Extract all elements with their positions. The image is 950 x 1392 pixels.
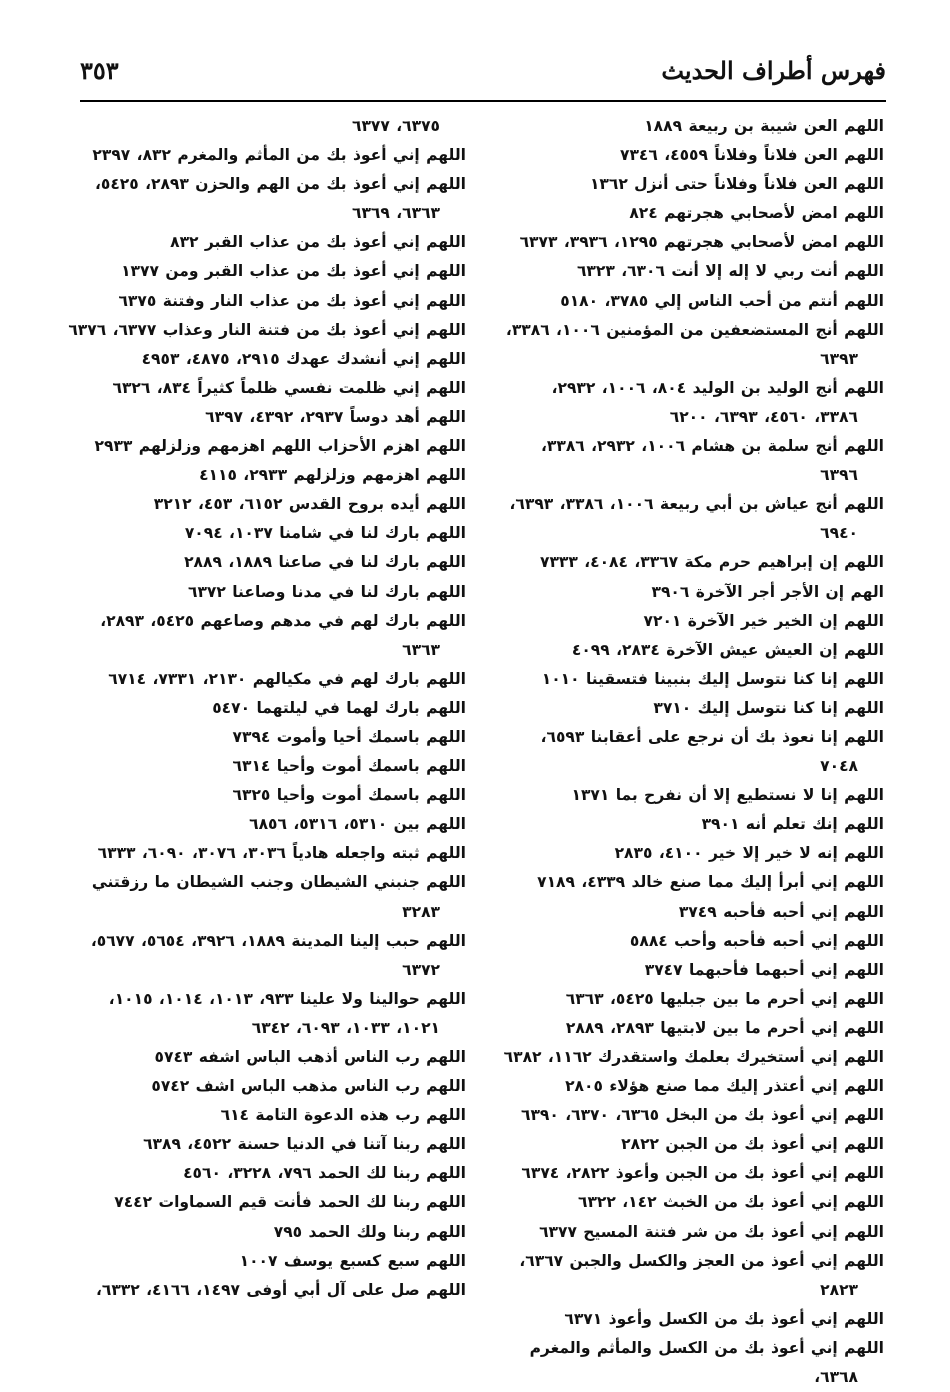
index-entry: اللهم إني أحبه فأحبه وأحب ٥٨٨٤: [629, 931, 884, 950]
index-entry: اللهم ربنا آتنا في الدنيا حسنة ٤٥٢٢، ٦٣٨٩: [143, 1135, 466, 1154]
index-entry: اللهم بارك لهم في مدهم وصاعهم ٥٤٢٥، ٢٨٩٣، ٦٣٦٣: [100, 611, 466, 659]
index-entry: اللهم باسمك أموت وأحيا ٦٣١٤: [232, 757, 466, 776]
index-entry: ٦٣٧٥، ٦٣٧٧: [352, 117, 440, 135]
index-entry: اللهم العن شيبة بن ربيعة ١٨٨٩: [644, 117, 884, 135]
index-entry: اللهم إنا كنا نتوسل إليك بنبينا فتسقينا ١٠١٠: [541, 669, 884, 688]
index-entry: الهم إن الأجر أجر الآخرة ٣٩٠٦: [651, 582, 884, 601]
index-entry: اللهم إن إبراهيم حرم مكة ٣٣٦٧، ٤٠٨٤، ٧٣٣٣: [540, 553, 884, 572]
index-entry: اللهم أنج عياش بن أبي ربيعة ١٠٠٦، ٣٣٨٦، ٦٣٩٣، ٦٩٤٠: [509, 495, 884, 543]
index-entry: اللهم ربنا لك الحمد ٧٩٦، ٣٢٢٨، ٤٥٦٠: [183, 1164, 466, 1183]
index-entry: اللهم بارك لنا في مدنا وصاعنا ٦٣٧٢: [188, 582, 466, 601]
index-entry: اللهم امض لأصحابي هجرتهم ١٢٩٥، ٣٩٣٦، ٦٣٧٣: [519, 233, 884, 252]
index-entry: اللهم إني أعوذ بك من الكسل وأعوذ ٦٣٧١: [564, 1309, 884, 1328]
index-entry: اللهم بارك لنا في شامنا ١٠٣٧، ٧٠٩٤: [184, 524, 466, 543]
index-entry: اللهم اهزم الأحزاب اللهم اهزمهم وزلزلهم ٢٩٣٣: [94, 437, 466, 456]
index-entry: اللهم بارك لهم في مكيالهم ٢١٣٠، ٧٣٣١، ٦٧١٤: [108, 669, 466, 688]
index-entry: اللهم إن الخير خير الآخرة ٧٢٠١: [643, 611, 884, 630]
index-entry: اللهم إني أعتذر إليك مما صنع هؤلاء ٢٨٠٥: [565, 1077, 884, 1096]
index-entry: اللهم رب هذه الدعوة التامة ٦١٤: [220, 1106, 466, 1125]
index-entry: اللهم حوالينا ولا علينا ٩٣٣، ١٠١٣، ١٠١٤، ١٠١٥، ١٠٢١، ١٠٣٣، ٦٠٩٣، ٦٣٤٢: [108, 989, 466, 1037]
index-entry: اللهم إني أعوذ بك من الكسل والمأثم والمغرم ٦٣٦٨،: [529, 1338, 884, 1387]
running-title: فهرس أطراف الحديث: [661, 56, 886, 85]
index-entry: اللهم إني أعوذ بك من الجبن ٢٨٢٢: [621, 1135, 884, 1154]
index-entry: اللهم رب الناس أذهب الباس اشفه ٥٧٤٣: [154, 1048, 466, 1066]
page-header: [80, 56, 886, 96]
index-entry: اللهم باسمك أحيا وأموت ٧٣٩٤: [232, 727, 466, 746]
index-entry: اللهم إن العيش عيش الآخرة ٢٨٣٤، ٤٠٩٩: [571, 640, 884, 659]
index-entry: اللهم إنا نعوذ بك أن نرجع على أعقابنا ٦٥٩٣، ٧٠٤٨: [540, 727, 884, 776]
index-entry: اللهم إنا كنا نتوسل إليك ٣٧١٠: [653, 698, 884, 717]
index-entry: اللهم ربنا ولك الحمد ٧٩٥: [273, 1222, 466, 1241]
index-entry: اللهم إني أعوذ بك من البخل ٦٣٦٥، ٦٣٧٠، ٦٣٩٠: [520, 1106, 884, 1125]
index-entry: اللهم إنك تعلم أنه ٣٩٠١: [701, 815, 884, 834]
index-entry: اللهم سبع كسبع يوسف ١٠٠٧: [239, 1251, 466, 1270]
index-entry: اللهم إني أعوذ من العجز والكسل والجبن ٦٣٦٧، ٢٨٢٣: [519, 1251, 884, 1299]
page-number: ٣٥٣: [80, 56, 119, 85]
index-entry: اللهم إني أعوذ بك من المأثم والمغرم ٨٣٢، ٢٣٩٧: [92, 146, 466, 165]
index-entry: اللهم إني أعوذ بك من الهم والحزن ٢٨٩٣، ٥٤٢٥، ٦٣٦٣، ٦٣٦٩: [94, 175, 466, 223]
index-entry: اللهم إني أحبه فأحبه ٣٧٤٩: [678, 902, 884, 921]
index-entry: اللهم إني أعوذ بك من عذاب النار وفتنة ٦٣٧٥: [118, 291, 466, 310]
index-entry: اللهم إني أعوذ بك من عذاب القبر ٨٣٢: [170, 233, 466, 252]
index-entry: اللهم صل على آل أبي أوفى ١٤٩٧، ٤١٦٦، ٦٣٣٢،: [95, 1280, 466, 1299]
index-entry: اللهم بين ٥٣١٠، ٥٣١٦، ٦٨٥٦: [249, 815, 466, 834]
index-entry: اللهم ربنا لك الحمد فأنت قيم السماوات ٧٤٤٢: [114, 1193, 466, 1212]
index-entry: اللهم بارك لنا في صاعنا ١٨٨٩، ٢٨٨٩: [184, 553, 466, 572]
index-entry: اللهم إني أعوذ بك من عذاب القبر ومن ١٣٧٧: [121, 262, 466, 281]
index-entry: اللهم أنج الوليد بن الوليد ٨٠٤، ١٠٠٦، ٢٩٣٢، ٣٣٨٦، ٤٥٦٠، ٦٣٩٣، ٦٢٠٠: [551, 378, 884, 426]
index-entry: اللهم العن فلاناً وفلاناً ٤٥٥٩، ٧٣٤٦: [620, 146, 884, 165]
index-entry: اللهم العن فلاناً وفلاناً حتى أنزل ١٣٦٢: [589, 175, 884, 194]
index-entry: اللهم باسمك أموت وأحيا ٦٣٢٥: [232, 786, 466, 805]
index-entry: اللهم أنتم من أحب الناس إلي ٣٧٨٥، ٥١٨٠: [560, 291, 884, 310]
index-entry: اللهم إني أعوذ بك من فتنة النار وعذاب ٦٣٧٧، ٦٣٧٦: [68, 320, 466, 339]
index-entry: اللهم إني أعوذ بك من الجبن وأعوذ ٢٨٢٢، ٦٣٧٤: [521, 1164, 884, 1183]
index-entry: اللهم ثبته واجعله هادياً ٣٠٣٦، ٣٠٧٦، ٦٠٩٠، ٦٣٣٣: [97, 844, 466, 863]
index-entry: اللهم إني ظلمت نفسي ظلماً كثيراً ٨٣٤، ٦٣٢٦: [112, 378, 466, 397]
index-entry: اللهم أنت ربي لا إله إلا أنت ٦٣٠٦، ٦٣٢٣: [576, 262, 884, 281]
index-entry: اللهم جنبني الشيطان وجنب الشيطان ما رزقتني ٣٢٨٣: [91, 873, 466, 921]
index-entry: اللهم إنا لا نستطيع إلا أن نفرح بما ١٣٧١: [571, 786, 884, 805]
index-entry: اللهم امض لأصحابي هجرتهم ٨٢٤: [629, 204, 884, 223]
index-entry: اللهم أهد دوساً ٢٩٣٧، ٤٣٩٢، ٦٣٩٧: [205, 407, 466, 426]
index-entry: اللهم إني أعوذ بك من شر فتنة المسيح ٦٣٧٧: [539, 1222, 884, 1241]
index-entry: اللهم إني أبرأ إليك مما صنع خالد ٤٣٣٩، ٧١٨٩: [537, 873, 884, 892]
index-entry: اللهم إنه لا خير إلا خير ٤١٠٠، ٢٨٣٥: [614, 844, 884, 863]
index-entry: اللهم إني أحرم ما بين جبليها ٥٤٢٥، ٦٣٦٣: [565, 989, 884, 1008]
index-entry: اللهم أيده بروح القدس ٦١٥٢، ٤٥٣، ٣٢١٢: [153, 495, 466, 514]
index-entry: اللهم إني أحبهما فأحبهما ٣٧٤٧: [644, 960, 884, 979]
index-entry: اللهم أنج المستضعفين من المؤمنين ١٠٠٦، ٣٣٨٦، ٦٣٩٣: [505, 320, 884, 368]
index-entry: اللهم إني أستخيرك بعلمك واستقدرك ١١٦٢، ٦٣٨٢: [503, 1048, 884, 1066]
index-entry: اللهم إني أنشدك عهدك ٢٩١٥، ٤٨٧٥، ٤٩٥٣: [141, 349, 466, 368]
index-column-right: [502, 112, 884, 1392]
index-entry: اللهم بارك لهما في ليلتهما ٥٤٧٠: [212, 698, 466, 717]
index-column-left: [66, 112, 466, 1305]
index-entry: اللهم حبب إلينا المدينة ١٨٨٩، ٣٩٢٦، ٥٦٥٤، ٥٦٧٧، ٦٣٧٢: [90, 931, 466, 979]
index-entry: اللهم إني أحرم ما بين لابتيها ٢٨٩٣، ٢٨٨٩: [565, 1018, 884, 1037]
index-entry: اللهم أنج سلمة بن هشام ١٠٠٦، ٢٩٣٢، ٣٣٨٦، ٦٣٩٦: [541, 437, 884, 485]
header-rule: [80, 100, 886, 102]
index-entry: اللهم رب الناس مذهب الباس اشف ٥٧٤٢: [151, 1077, 466, 1096]
index-entry: اللهم إني أعوذ بك من الخبث ١٤٢، ٦٣٢٢: [578, 1193, 884, 1212]
index-entry: اللهم اهزمهم وزلزلهم ٢٩٣٣، ٤١١٥: [199, 466, 466, 485]
